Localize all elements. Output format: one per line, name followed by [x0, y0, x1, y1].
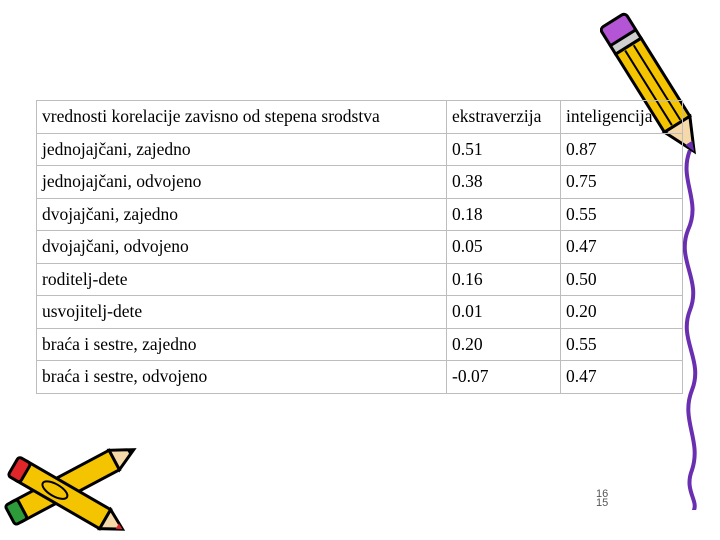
- table-row: [37, 166, 683, 199]
- intelligence-cell: 0.20: [561, 296, 683, 329]
- extraversion-cell: 0.05: [447, 231, 561, 264]
- intelligence-cell: 0.75: [561, 166, 683, 199]
- relation-cell: braća i sestre, zajedno: [37, 328, 447, 361]
- relation-cell: dvojajčani, zajedno: [37, 198, 447, 231]
- table-row: [37, 231, 683, 264]
- table-row: [37, 361, 683, 394]
- extraversion-cell: -0.07: [447, 361, 561, 394]
- extraversion-cell: 0.16: [447, 263, 561, 296]
- intelligence-cell: 0.87: [561, 133, 683, 166]
- header-cell: vrednosti korelacije zavisno od stepena srodstva: [37, 101, 447, 134]
- relation-cell: braća i sestre, odvojeno: [37, 361, 447, 394]
- intelligence-cell: 0.50: [561, 263, 683, 296]
- table-row: [37, 328, 683, 361]
- extraversion-cell: 0.01: [447, 296, 561, 329]
- table-row: [37, 296, 683, 329]
- table-header-row: [37, 101, 683, 134]
- table-row: [37, 133, 683, 166]
- extraversion-cell: 0.38: [447, 166, 561, 199]
- extraversion-cell: 0.51: [447, 133, 561, 166]
- relation-cell: roditelj-dete: [37, 263, 447, 296]
- relation-cell: jednojajčani, odvojeno: [37, 166, 447, 199]
- table-row: [37, 198, 683, 231]
- relation-cell: usvojitelj-dete: [37, 296, 447, 329]
- intelligence-cell: 0.47: [561, 231, 683, 264]
- extraversion-cell: 0.20: [447, 328, 561, 361]
- extraversion-cell: 0.18: [447, 198, 561, 231]
- relation-cell: jednojajčani, zajedno: [37, 133, 447, 166]
- table-row: [37, 263, 683, 296]
- intelligence-cell: 0.47: [561, 361, 683, 394]
- slide-number: [596, 490, 608, 508]
- slide-number-bottom: 15: [596, 497, 609, 509]
- intelligence-cell: 0.55: [561, 198, 683, 231]
- header-cell: inteligencija: [561, 101, 683, 134]
- crossed-pencils-clipart-icon: [0, 430, 150, 535]
- correlation-table: [36, 100, 683, 394]
- header-cell: ekstraverzija: [447, 101, 561, 134]
- intelligence-cell: 0.55: [561, 328, 683, 361]
- slide-number-top: 16: [596, 488, 609, 500]
- relation-cell: dvojajčani, odvojeno: [37, 231, 447, 264]
